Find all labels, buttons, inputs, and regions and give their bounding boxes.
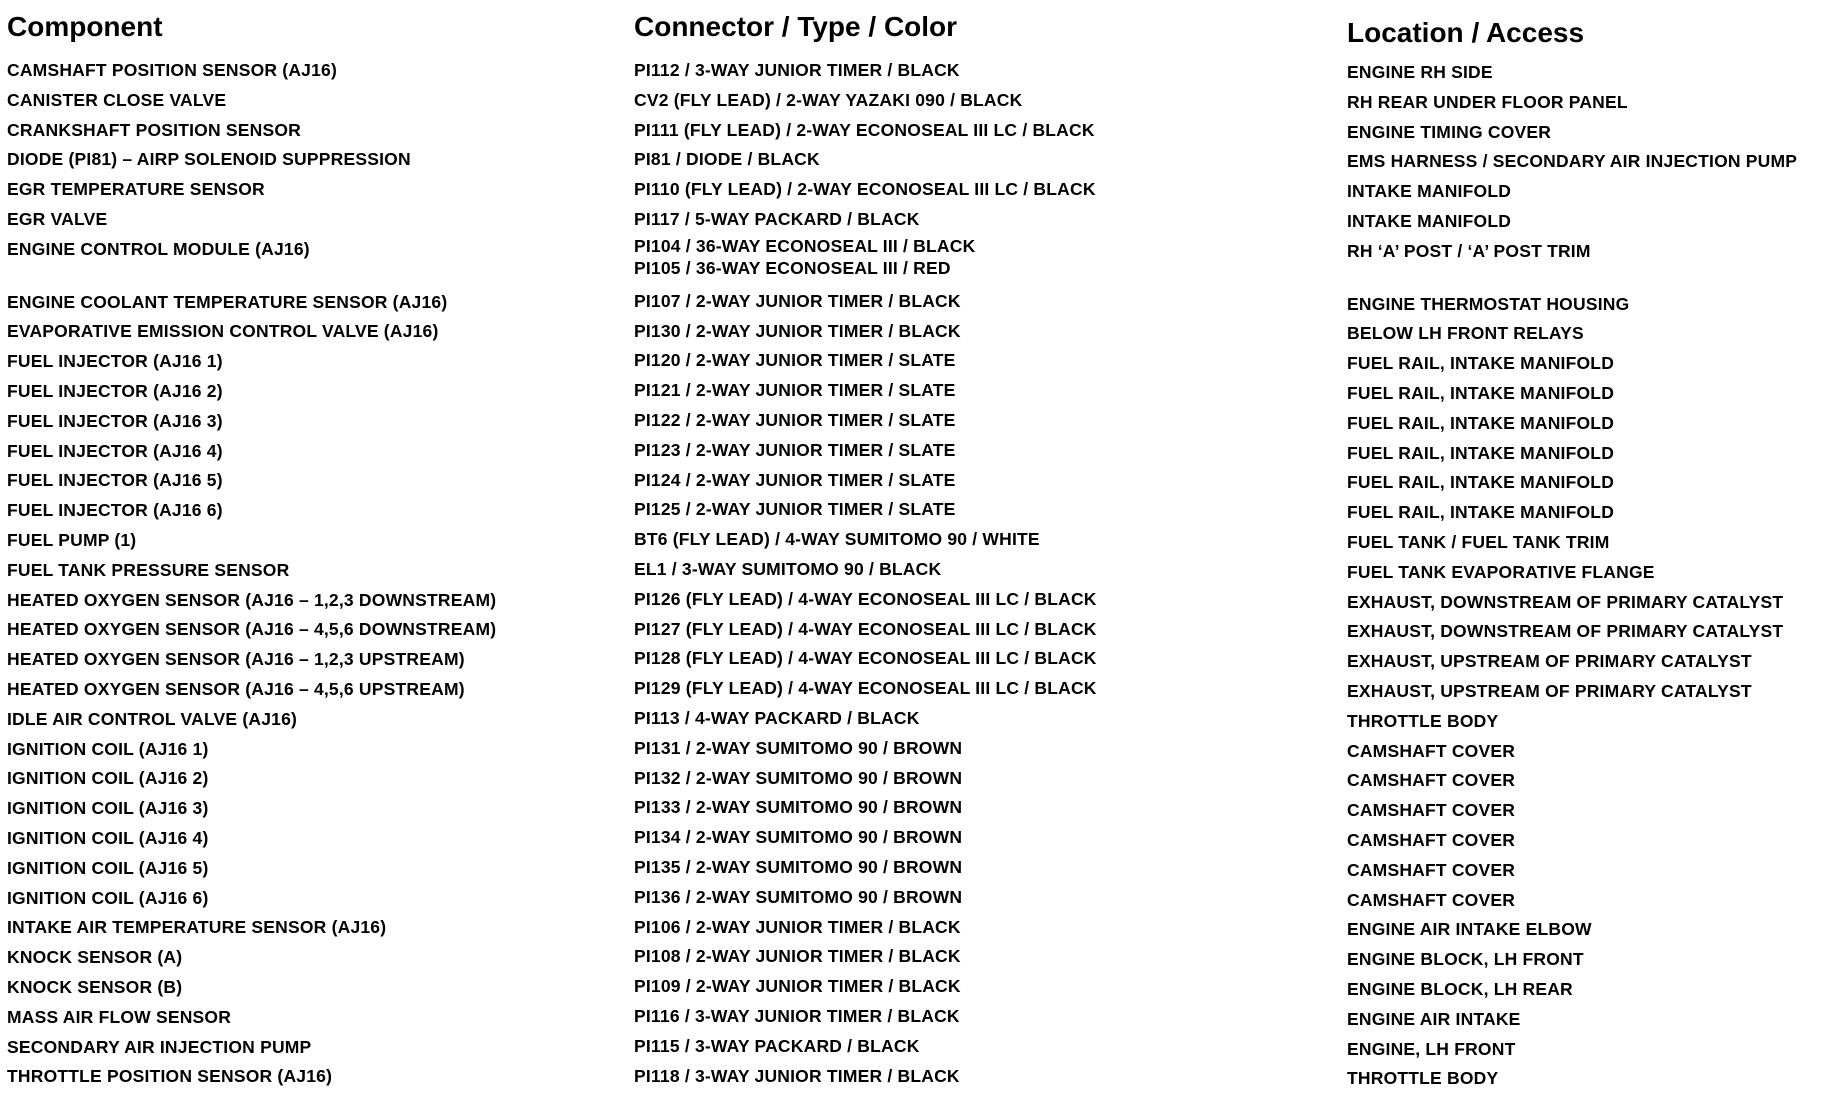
component-cell: EGR VALVE bbox=[7, 208, 108, 229]
component-cell: HEATED OXYGEN SENSOR (AJ16 – 1,2,3 UPSTREAM) bbox=[7, 649, 465, 670]
component-cell: CRANKSHAFT POSITION SENSOR bbox=[7, 119, 301, 140]
connector-cell: PI132 / 2-WAY SUMITOMO 90 / BROWN bbox=[634, 767, 963, 788]
component-cell: EVAPORATIVE EMISSION CONTROL VALVE (AJ16) bbox=[7, 321, 439, 342]
location-cell: RH REAR UNDER FLOOR PANEL bbox=[1347, 91, 1628, 112]
connector-cell-secondary: PI105 / 36-WAY ECONOSEAL III / RED bbox=[634, 257, 951, 278]
location-cell: ENGINE AIR INTAKE bbox=[1347, 1008, 1521, 1029]
connector-cell: PI126 (FLY LEAD) / 4-WAY ECONOSEAL III LC / BLACK bbox=[634, 588, 1097, 609]
location-cell: CAMSHAFT COVER bbox=[1347, 829, 1516, 850]
connector-cell: PI113 / 4-WAY PACKARD / BLACK bbox=[634, 707, 920, 728]
location-cell: CAMSHAFT COVER bbox=[1347, 770, 1516, 791]
component-cell: HEATED OXYGEN SENSOR (AJ16 – 1,2,3 DOWNSTREAM) bbox=[7, 589, 497, 610]
connector-header: Connector / Type / Color bbox=[634, 11, 958, 42]
connector-cell: PI108 / 2-WAY JUNIOR TIMER / BLACK bbox=[634, 946, 961, 967]
connector-cell: PI122 / 2-WAY JUNIOR TIMER / SLATE bbox=[634, 409, 956, 430]
component-list bbox=[7, 56, 607, 1092]
component-cell: THROTTLE POSITION SENSOR (AJ16) bbox=[7, 1066, 333, 1087]
location-list bbox=[1347, 58, 1834, 1094]
component-cell: EGR TEMPERATURE SENSOR bbox=[7, 179, 265, 200]
connector-cell: PI124 / 2-WAY JUNIOR TIMER / SLATE bbox=[634, 469, 956, 490]
location-cell: FUEL RAIL, INTAKE MANIFOLD bbox=[1347, 502, 1615, 523]
connector-cell: PI117 / 5-WAY PACKARD / BLACK bbox=[634, 208, 920, 229]
component-column bbox=[7, 0, 607, 1092]
location-cell: BELOW LH FRONT RELAYS bbox=[1347, 323, 1584, 344]
connector-cell: PI135 / 2-WAY SUMITOMO 90 / BROWN bbox=[634, 856, 963, 877]
component-cell: FUEL INJECTOR (AJ16 4) bbox=[7, 440, 223, 461]
component-cell: FUEL INJECTOR (AJ16 3) bbox=[7, 410, 223, 431]
connector-list bbox=[634, 56, 1294, 1091]
location-cell: ENGINE BLOCK, LH REAR bbox=[1347, 978, 1573, 999]
component-cell: ENGINE CONTROL MODULE (AJ16) bbox=[7, 238, 310, 259]
component-cell: DIODE (PI81) – AIRP SOLENOID SUPPRESSION bbox=[7, 149, 411, 170]
location-cell: ENGINE, LH FRONT bbox=[1347, 1038, 1516, 1059]
location-cell: INTAKE MANIFOLD bbox=[1347, 181, 1512, 202]
component-cell: KNOCK SENSOR (A) bbox=[7, 947, 183, 968]
connector-cell: PI115 / 3-WAY PACKARD / BLACK bbox=[634, 1035, 920, 1056]
connector-column bbox=[634, 0, 1294, 1091]
component-cell: IGNITION COIL (AJ16 1) bbox=[7, 738, 209, 759]
location-cell: ENGINE THERMOSTAT HOUSING bbox=[1347, 293, 1630, 314]
location-cell: FUEL RAIL, INTAKE MANIFOLD bbox=[1347, 472, 1615, 493]
connector-cell: PI116 / 3-WAY JUNIOR TIMER / BLACK bbox=[634, 1005, 960, 1026]
component-cell: HEATED OXYGEN SENSOR (AJ16 – 4,5,6 UPSTREAM) bbox=[7, 678, 465, 699]
location-cell: CAMSHAFT COVER bbox=[1347, 800, 1516, 821]
location-cell: FUEL RAIL, INTAKE MANIFOLD bbox=[1347, 442, 1615, 463]
connector-cell-double bbox=[634, 235, 1294, 287]
component-header: Component bbox=[7, 11, 163, 42]
location-cell: EMS HARNESS / SECONDARY AIR INJECTION PUMP bbox=[1347, 151, 1798, 172]
location-cell: THROTTLE BODY bbox=[1347, 710, 1499, 731]
location-cell: FUEL RAIL, INTAKE MANIFOLD bbox=[1347, 382, 1615, 403]
row-spacer bbox=[7, 265, 607, 288]
connector-cell: PI136 / 2-WAY SUMITOMO 90 / BROWN bbox=[634, 886, 963, 907]
component-cell: INTAKE AIR TEMPERATURE SENSOR (AJ16) bbox=[7, 917, 387, 938]
location-cell: RH ‘A’ POST / ‘A’ POST TRIM bbox=[1347, 240, 1591, 261]
location-cell: ENGINE BLOCK, LH FRONT bbox=[1347, 949, 1584, 970]
connector-cell: PI110 (FLY LEAD) / 2-WAY ECONOSEAL III LC / BLACK bbox=[634, 179, 1096, 200]
connector-cell: PI131 / 2-WAY SUMITOMO 90 / BROWN bbox=[634, 737, 963, 758]
connector-cell: PI127 (FLY LEAD) / 4-WAY ECONOSEAL III LC / BLACK bbox=[634, 618, 1097, 639]
connector-cell: EL1 / 3-WAY SUMITOMO 90 / BLACK bbox=[634, 558, 942, 579]
row-spacer bbox=[1347, 267, 1834, 290]
location-cell: FUEL TANK EVAPORATIVE FLANGE bbox=[1347, 561, 1655, 582]
connector-cell: PI111 (FLY LEAD) / 2-WAY ECONOSEAL III LC / BLACK bbox=[634, 119, 1095, 140]
connector-cell: PI130 / 2-WAY JUNIOR TIMER / BLACK bbox=[634, 320, 961, 341]
component-cell: FUEL INJECTOR (AJ16 1) bbox=[7, 351, 223, 372]
component-cell: IGNITION COIL (AJ16 6) bbox=[7, 887, 209, 908]
location-cell: EXHAUST, DOWNSTREAM OF PRIMARY CATALYST bbox=[1347, 591, 1784, 612]
location-cell: CAMSHAFT COVER bbox=[1347, 889, 1516, 910]
component-cell: FUEL TANK PRESSURE SENSOR bbox=[7, 559, 290, 580]
location-cell: INTAKE MANIFOLD bbox=[1347, 210, 1512, 231]
connector-cell: PI123 / 2-WAY JUNIOR TIMER / SLATE bbox=[634, 439, 956, 460]
location-cell: CAMSHAFT COVER bbox=[1347, 859, 1516, 880]
location-cell: ENGINE AIR INTAKE ELBOW bbox=[1347, 919, 1592, 940]
connector-cell: PI121 / 2-WAY JUNIOR TIMER / SLATE bbox=[634, 380, 956, 401]
connector-cell: PI128 (FLY LEAD) / 4-WAY ECONOSEAL III LC / BLACK bbox=[634, 648, 1097, 669]
connector-cell: PI134 / 2-WAY SUMITOMO 90 / BROWN bbox=[634, 827, 963, 848]
location-cell: FUEL RAIL, INTAKE MANIFOLD bbox=[1347, 412, 1615, 433]
connector-cell: BT6 (FLY LEAD) / 4-WAY SUMITOMO 90 / WHITE bbox=[634, 529, 1040, 550]
location-cell: THROTTLE BODY bbox=[1347, 1068, 1499, 1089]
component-cell: IGNITION COIL (AJ16 2) bbox=[7, 768, 209, 789]
connector-cell: PI133 / 2-WAY SUMITOMO 90 / BROWN bbox=[634, 797, 963, 818]
connector-cell: PI112 / 3-WAY JUNIOR TIMER / BLACK bbox=[634, 60, 960, 80]
location-cell: FUEL RAIL, INTAKE MANIFOLD bbox=[1347, 353, 1615, 374]
location-cell: EXHAUST, UPSTREAM OF PRIMARY CATALYST bbox=[1347, 680, 1752, 701]
connector-cell: PI109 / 2-WAY JUNIOR TIMER / BLACK bbox=[634, 976, 961, 997]
location-cell: EXHAUST, DOWNSTREAM OF PRIMARY CATALYST bbox=[1347, 621, 1784, 642]
component-cell: FUEL PUMP (1) bbox=[7, 529, 137, 550]
connector-cell: CV2 (FLY LEAD) / 2-WAY YAZAKI 090 / BLACK bbox=[634, 89, 1023, 110]
component-cell: ENGINE COOLANT TEMPERATURE SENSOR (AJ16) bbox=[7, 291, 448, 312]
component-cell: FUEL INJECTOR (AJ16 5) bbox=[7, 470, 223, 491]
component-cell: CANISTER CLOSE VALVE bbox=[7, 89, 227, 110]
connector-cell: PI107 / 2-WAY JUNIOR TIMER / BLACK bbox=[634, 290, 961, 311]
location-cell: EXHAUST, UPSTREAM OF PRIMARY CATALYST bbox=[1347, 651, 1752, 672]
component-cell: MASS AIR FLOW SENSOR bbox=[7, 1006, 232, 1027]
connector-cell: PI106 / 2-WAY JUNIOR TIMER / BLACK bbox=[634, 916, 961, 937]
connector-cell: PI81 / DIODE / BLACK bbox=[634, 149, 820, 170]
component-cell: IGNITION COIL (AJ16 5) bbox=[7, 857, 209, 878]
component-cell: FUEL INJECTOR (AJ16 6) bbox=[7, 500, 223, 521]
component-cell: CAMSHAFT POSITION SENSOR (AJ16) bbox=[7, 60, 337, 80]
component-cell: HEATED OXYGEN SENSOR (AJ16 – 4,5,6 DOWNSTREAM) bbox=[7, 619, 497, 640]
component-cell: FUEL INJECTOR (AJ16 2) bbox=[7, 380, 223, 401]
location-cell: ENGINE TIMING COVER bbox=[1347, 121, 1552, 142]
connector-cell: PI120 / 2-WAY JUNIOR TIMER / SLATE bbox=[634, 350, 956, 371]
component-cell: IGNITION COIL (AJ16 4) bbox=[7, 827, 209, 848]
component-cell: IGNITION COIL (AJ16 3) bbox=[7, 798, 209, 819]
location-cell: ENGINE RH SIDE bbox=[1347, 62, 1493, 82]
location-header: Location / Access bbox=[1347, 17, 1585, 48]
location-cell: FUEL TANK / FUEL TANK TRIM bbox=[1347, 531, 1610, 552]
connector-cell: PI129 (FLY LEAD) / 4-WAY ECONOSEAL III LC / BLACK bbox=[634, 678, 1097, 699]
component-cell: SECONDARY AIR INJECTION PUMP bbox=[7, 1036, 312, 1057]
component-cell: KNOCK SENSOR (B) bbox=[7, 976, 183, 997]
connector-cell: PI104 / 36-WAY ECONOSEAL III / BLACK bbox=[634, 235, 976, 256]
location-column bbox=[1347, 0, 1834, 1094]
connector-cell: PI118 / 3-WAY JUNIOR TIMER / BLACK bbox=[634, 1065, 960, 1086]
connector-cell: PI125 / 2-WAY JUNIOR TIMER / SLATE bbox=[634, 499, 956, 520]
location-cell: CAMSHAFT COVER bbox=[1347, 740, 1516, 761]
component-cell: IDLE AIR CONTROL VALVE (AJ16) bbox=[7, 708, 298, 729]
